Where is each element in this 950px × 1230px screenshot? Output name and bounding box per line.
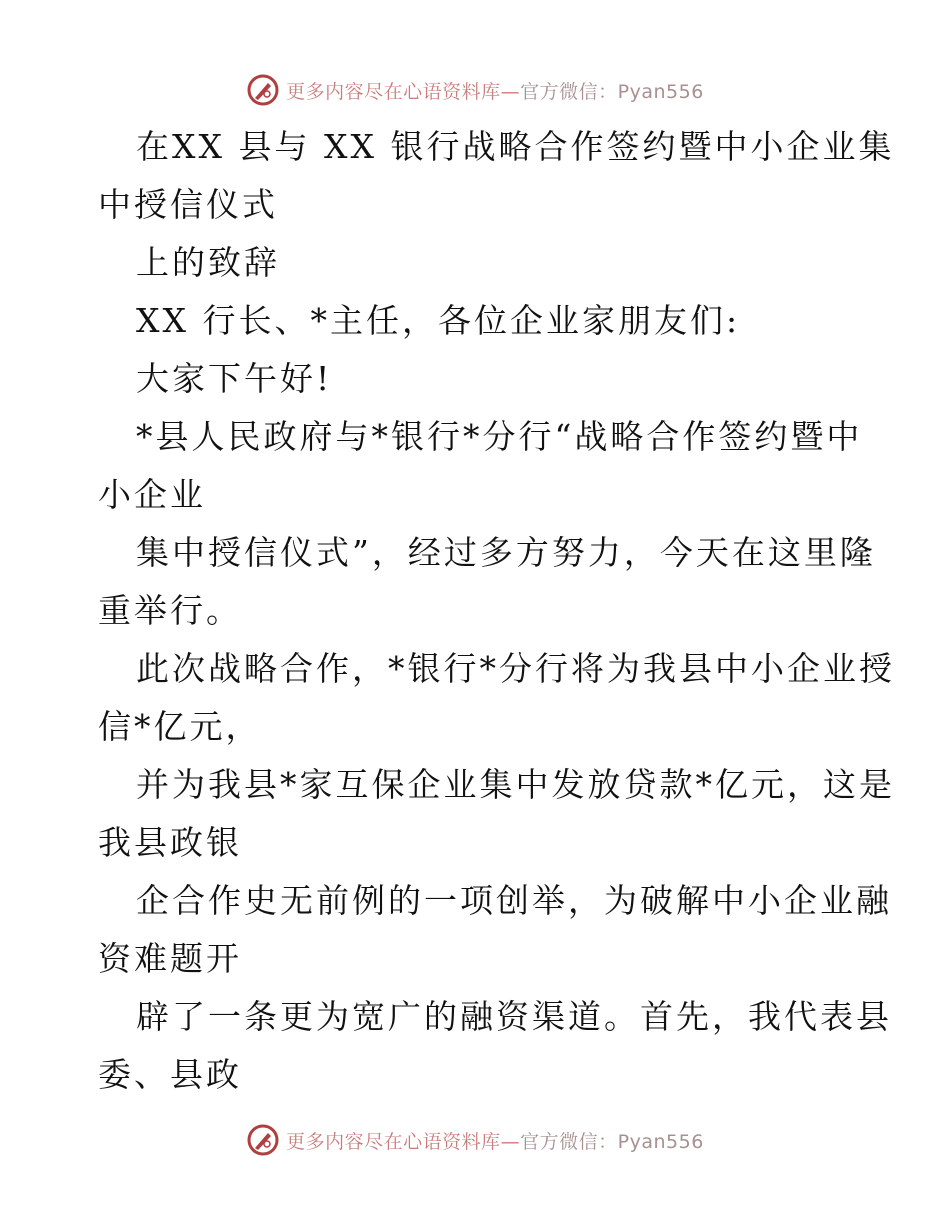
document-body <box>98 118 895 1104</box>
text-line: 上的致辞 <box>136 243 280 282</box>
footer-banner <box>0 1120 950 1160</box>
text-line: *县人民政府与*银行*分行“战略合作签约暨中 <box>136 417 863 456</box>
text-line: 信*亿元， <box>98 707 262 746</box>
banner-main-text: 更多内容尽在心语资料库 <box>286 1130 501 1153</box>
text-line: 并为我县*家互保企业集中发放贷款*亿元，这是 <box>136 765 895 804</box>
banner-dash: — <box>500 1130 521 1153</box>
pen-nib-logo-icon <box>246 73 280 107</box>
text-line: 重举行。 <box>98 591 242 630</box>
banner-wechat-text: 官方微信：Pyan556 <box>520 80 704 103</box>
text-line: 小企业 <box>98 475 206 514</box>
banner-text <box>286 1127 704 1154</box>
banner-text <box>286 77 704 104</box>
text-line: 资难题开 <box>98 939 242 978</box>
pen-nib-logo-icon <box>246 1123 280 1157</box>
banner-main-text: 更多内容尽在心语资料库 <box>286 80 501 103</box>
text-line: 大家下午好! <box>136 359 333 398</box>
banner-dash: — <box>500 80 521 103</box>
banner-wechat-text: 官方微信：Pyan556 <box>520 1130 704 1153</box>
text-line: 我县政银 <box>98 823 242 862</box>
text-line: 企合作史无前例的一项创举，为破解中小企业融 <box>136 881 892 920</box>
text-line: 辟了一条更为宽广的融资渠道。首先，我代表县 <box>136 997 892 1036</box>
text-line: 此次战略合作，*银行*分行将为我县中小企业授 <box>136 649 895 688</box>
header-banner <box>0 70 950 110</box>
text-line: 委、县政 <box>98 1055 242 1094</box>
text-line: XX 行长、*主任，各位企业家朋友们: <box>136 301 741 340</box>
text-line: 在XX 县与 XX 银行战略合作签约暨中小企业集 <box>136 127 895 166</box>
text-line: 集中授信仪式”，经过多方努力，今天在这里隆 <box>136 533 876 572</box>
text-line: 中授信仪式 <box>98 185 278 224</box>
